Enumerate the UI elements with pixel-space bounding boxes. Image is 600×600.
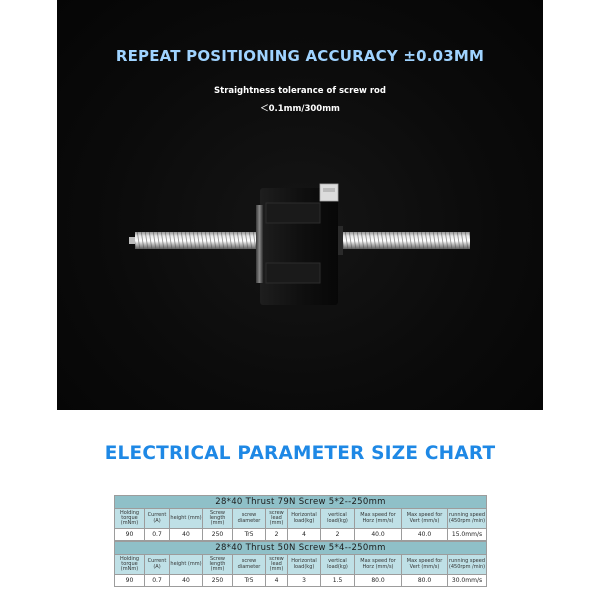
value-horizontal-load: 3	[288, 575, 321, 587]
motor-connector	[320, 184, 338, 201]
table-header-row	[115, 509, 487, 529]
value-screw-diameter: Tr5	[233, 575, 266, 587]
table-value-row	[115, 575, 487, 587]
spec-table-2	[114, 541, 487, 587]
value-max-speed-vert: 80.0	[402, 575, 448, 587]
motor-front-plate	[256, 205, 263, 283]
value-max-speed-vert: 40.0	[402, 529, 448, 541]
header-screw-length: Screw length (mm)	[203, 555, 233, 575]
header-max-speed-horz: Max speed for Horz (mm/s)	[355, 555, 402, 575]
header-max-speed-vert: Max speed for Vert (mm/s)	[402, 509, 448, 529]
value-max-speed-horz: 40.0	[355, 529, 402, 541]
value-vertical-load: 1.5	[321, 575, 355, 587]
value-current: 0.7	[145, 575, 170, 587]
value-holding-torque: 90	[115, 529, 145, 541]
header-screw-length: Screw length (mm)	[203, 509, 233, 529]
table-value-row	[115, 529, 487, 541]
header-horizontal-load: Horizontal load(kg)	[288, 509, 321, 529]
header-holding-torque: Holding torque (mNm)	[115, 555, 145, 575]
hero-title: REPEAT POSITIONING ACCURACY ±0.03MM	[115, 47, 485, 65]
product-hero-banner	[57, 0, 543, 410]
hero-subtitle-line-1: Straightness tolerance of screw rod	[214, 86, 386, 96]
header-running-speed: running speed (450rpm /min)	[448, 509, 487, 529]
value-vertical-load: 2	[321, 529, 355, 541]
value-screw-lead: 2	[266, 529, 288, 541]
table-header-row	[115, 555, 487, 575]
value-height: 40	[170, 575, 203, 587]
table-title-row	[115, 542, 487, 555]
value-height: 40	[170, 529, 203, 541]
value-screw-length: 250	[203, 575, 233, 587]
spec-table-1	[114, 495, 487, 541]
parameter-chart-heading: ELECTRICAL PARAMETER SIZE CHART	[104, 443, 496, 464]
value-screw-lead: 4	[266, 575, 288, 587]
value-running-speed: 30.0mm/s	[448, 575, 487, 587]
header-current: Current (A)	[145, 509, 170, 529]
header-screw-diameter: screw diameter	[233, 509, 266, 529]
header-screw-lead: screw lead (mm)	[266, 509, 288, 529]
value-screw-diameter: Tr5	[233, 529, 266, 541]
hero-subtitle-line-2: ＜0.1mm/300mm	[260, 104, 340, 114]
header-running-speed: running speed (450rpm /min)	[448, 555, 487, 575]
header-max-speed-horz: Max speed for Horz (mm/s)	[355, 509, 402, 529]
stepper-motor-image	[57, 170, 543, 320]
header-height: height (mm)	[170, 555, 203, 575]
value-running-speed: 15.0mm/s	[448, 529, 487, 541]
header-screw-lead: screw lead (mm)	[266, 555, 288, 575]
header-height: height (mm)	[170, 509, 203, 529]
header-vertical-load: vertical load(kg)	[321, 555, 355, 575]
header-vertical-load: vertical load(kg)	[321, 509, 355, 529]
header-holding-torque: Holding torque (mNm)	[115, 509, 145, 529]
value-max-speed-horz: 80.0	[355, 575, 402, 587]
table-title-row	[115, 496, 487, 509]
value-current: 0.7	[145, 529, 170, 541]
header-screw-diameter: screw diameter	[233, 555, 266, 575]
spec-table-title: 28*40 Thrust 79N Screw 5*2--250mm	[115, 496, 487, 509]
header-current: Current (A)	[145, 555, 170, 575]
value-holding-torque: 90	[115, 575, 145, 587]
value-horizontal-load: 4	[288, 529, 321, 541]
header-horizontal-load: Horizontal load(kg)	[288, 555, 321, 575]
shaft-tip	[129, 237, 135, 244]
value-screw-length: 250	[203, 529, 233, 541]
header-max-speed-vert: Max speed for Vert (mm/s)	[402, 555, 448, 575]
spec-table-title: 28*40 Thrust 50N Screw 5*4--250mm	[115, 542, 487, 555]
